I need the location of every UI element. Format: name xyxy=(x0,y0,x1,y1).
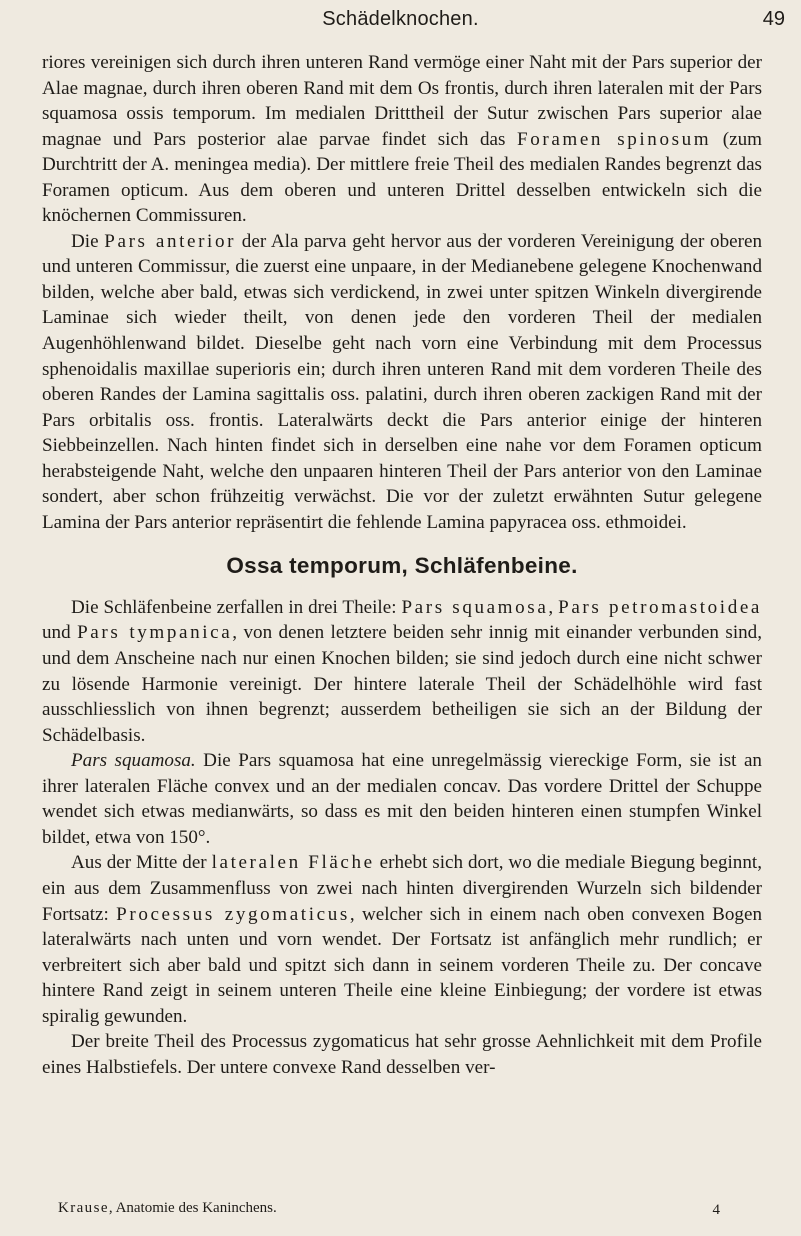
text-run: Die Pars squamosa hat eine unregelmässig viereckige Form, sie ist an ihrer lateralen Fläche convex und an der medialen concav. Das vordere Drittel der Schuppe wendet sich etwas medianwärts, so dass es mit den beiden hinteren einen stumpfen Winkel bildet, etwa von 150°. xyxy=(42,750,762,848)
page-footer xyxy=(58,1200,758,1224)
footer-book-title: , Anatomie des Kaninchens. xyxy=(108,1200,277,1216)
text-run: (zum Durchtritt der A. meningea media). Der mittlere freie Theil des medialen Randes begrenzt das Foramen opticum. Aus dem oberen und unteren Drittel desselben entwickeln sich die knöchernen Commissuren. xyxy=(42,128,763,227)
text-run: Die Schläfenbeine zerfallen in drei Theile: xyxy=(71,596,402,618)
text-run: Der breite Theil des Processus zygomaticus hat sehr grosse Aehnlichkeit mit dem Profile eines Halbstiefels. Der untere convexe Rand desselben ver- xyxy=(42,1031,762,1078)
subheading-pars-squamosa: Pars squamosa. xyxy=(71,750,196,772)
term-pars-tympanica: Pars tympanica xyxy=(77,622,233,644)
term-pars-squamosa: Pars squamosa xyxy=(401,596,549,618)
term-pars-anterior: Pars anterior xyxy=(104,230,237,252)
text-run: der Ala parva geht hervor aus der vorderen Vereinigung der oberen und unteren Commissur, die zuerst eine unpaare, in der Medianebene gelegene Knochenwand bilden, welche aber bald, etwas sich verdickend, in zwei unter spitzen Winkeln divergirende Laminae sich wieder theilt, von denen jede den vorderen Theil der medialen Augenhöhlenwand bildet. Dieselbe geht nach vorn eine Verbindung mit dem Processus sphenoidalis maxillae superioris ein; durch ihren unteren Rand mit dem vorderen Theile des oberen Randes der Lamina sagittalis oss. palatini, durch ihren oberen zackigen Rand mit der Pars orbitalis oss. frontis. Lateralwärts deckt die Pars anterior einige der hinteren Siebbeinzellen. Nach hinten findet sich in derselben eine nahe vor dem Foramen opticum herabsteigende Naht, welche den unpaaren hinteren Theil der Pars anterior von den Laminae sondert, aber schon frühzeitig verwächst. Die vor der zuletzt erwähnten Sutur gelegene Lamina der Pars anterior repräsentirt die fehlende Lamina papyracea oss. ethmoidei. xyxy=(42,230,762,533)
term-processus-zygomaticus: Processus zygomaticus xyxy=(116,903,350,925)
term-pars-petromastoidea: Pars petromastoidea xyxy=(558,596,762,618)
text-run: erhebt sich dort, wo die mediale Biegung beginnt, ein aus dem Zusammenfluss von zwei nach hinten divergirenden Wurzeln sich bildender Fortsatz: xyxy=(42,852,762,925)
term-lateralen-flaeche: lateralen Fläche xyxy=(211,852,375,874)
text-run: , xyxy=(548,596,559,618)
paragraph-pars-anterior xyxy=(42,229,762,536)
text-run: und xyxy=(42,622,78,644)
footer-author: Krause xyxy=(58,1200,109,1216)
page-number: 49 xyxy=(762,8,785,30)
signature-mark: 4 xyxy=(712,1202,720,1218)
page-header xyxy=(0,8,801,38)
paragraph-intro-temporum xyxy=(42,595,762,748)
text-run: Aus der Mitte der xyxy=(71,852,212,874)
text-run: , von denen letztere beiden sehr innig mit einander verbunden sind, und dem Anscheine nach nur einen Knochen bilden; sie sind jedoch durch eine nicht schwer zu lösende Harmonie vereinigt. Der hintere laterale Theil der Schädelhöhle wird fast ausschliesslich von ihnen begrenzt; ausserdem betheiligen sie sich an der Bildung der Schädelbasis. xyxy=(42,622,762,746)
term-foramen-spinosum: Foramen spinosum xyxy=(517,128,712,150)
text-run: riores vereinigen sich durch ihren unteren Rand vermöge einer Naht mit der Pars superior der Alae magnae, durch ihren oberen Rand mit dem Os frontis, durch ihren lateralen mit der Pars squamosa ossis temporum. Im medialen Dritttheil der Sutur zwischen Pars superior alae magnae und Pars posterior alae parvae findet sich das xyxy=(42,52,762,150)
text-run: Die xyxy=(71,230,105,252)
paragraph-zygomaticus-broad xyxy=(42,1029,762,1080)
paragraph-pars-squamosa xyxy=(42,748,762,850)
section-heading: Ossa temporum, Schläfenbeine. xyxy=(226,553,578,579)
paragraph-lateral-surface xyxy=(42,850,762,1029)
page-body xyxy=(42,50,762,1080)
text-run: , welcher sich in einem nach oben convexen Bogen lateralwärts nach unten und vorn wendet. Der Fortsatz ist anfänglich mehr rundlich; er verbreitert sich aber bald und spitzt sich dann in seinem vorderen Theile zu. Der concave hintere Rand zeigt in seinem unteren Theile eine kleine Einbiegung; der vordere ist etwas spiralig gewunden. xyxy=(42,903,762,1027)
running-head: Schädelknochen. xyxy=(322,8,479,30)
paragraph-continued xyxy=(42,50,762,229)
